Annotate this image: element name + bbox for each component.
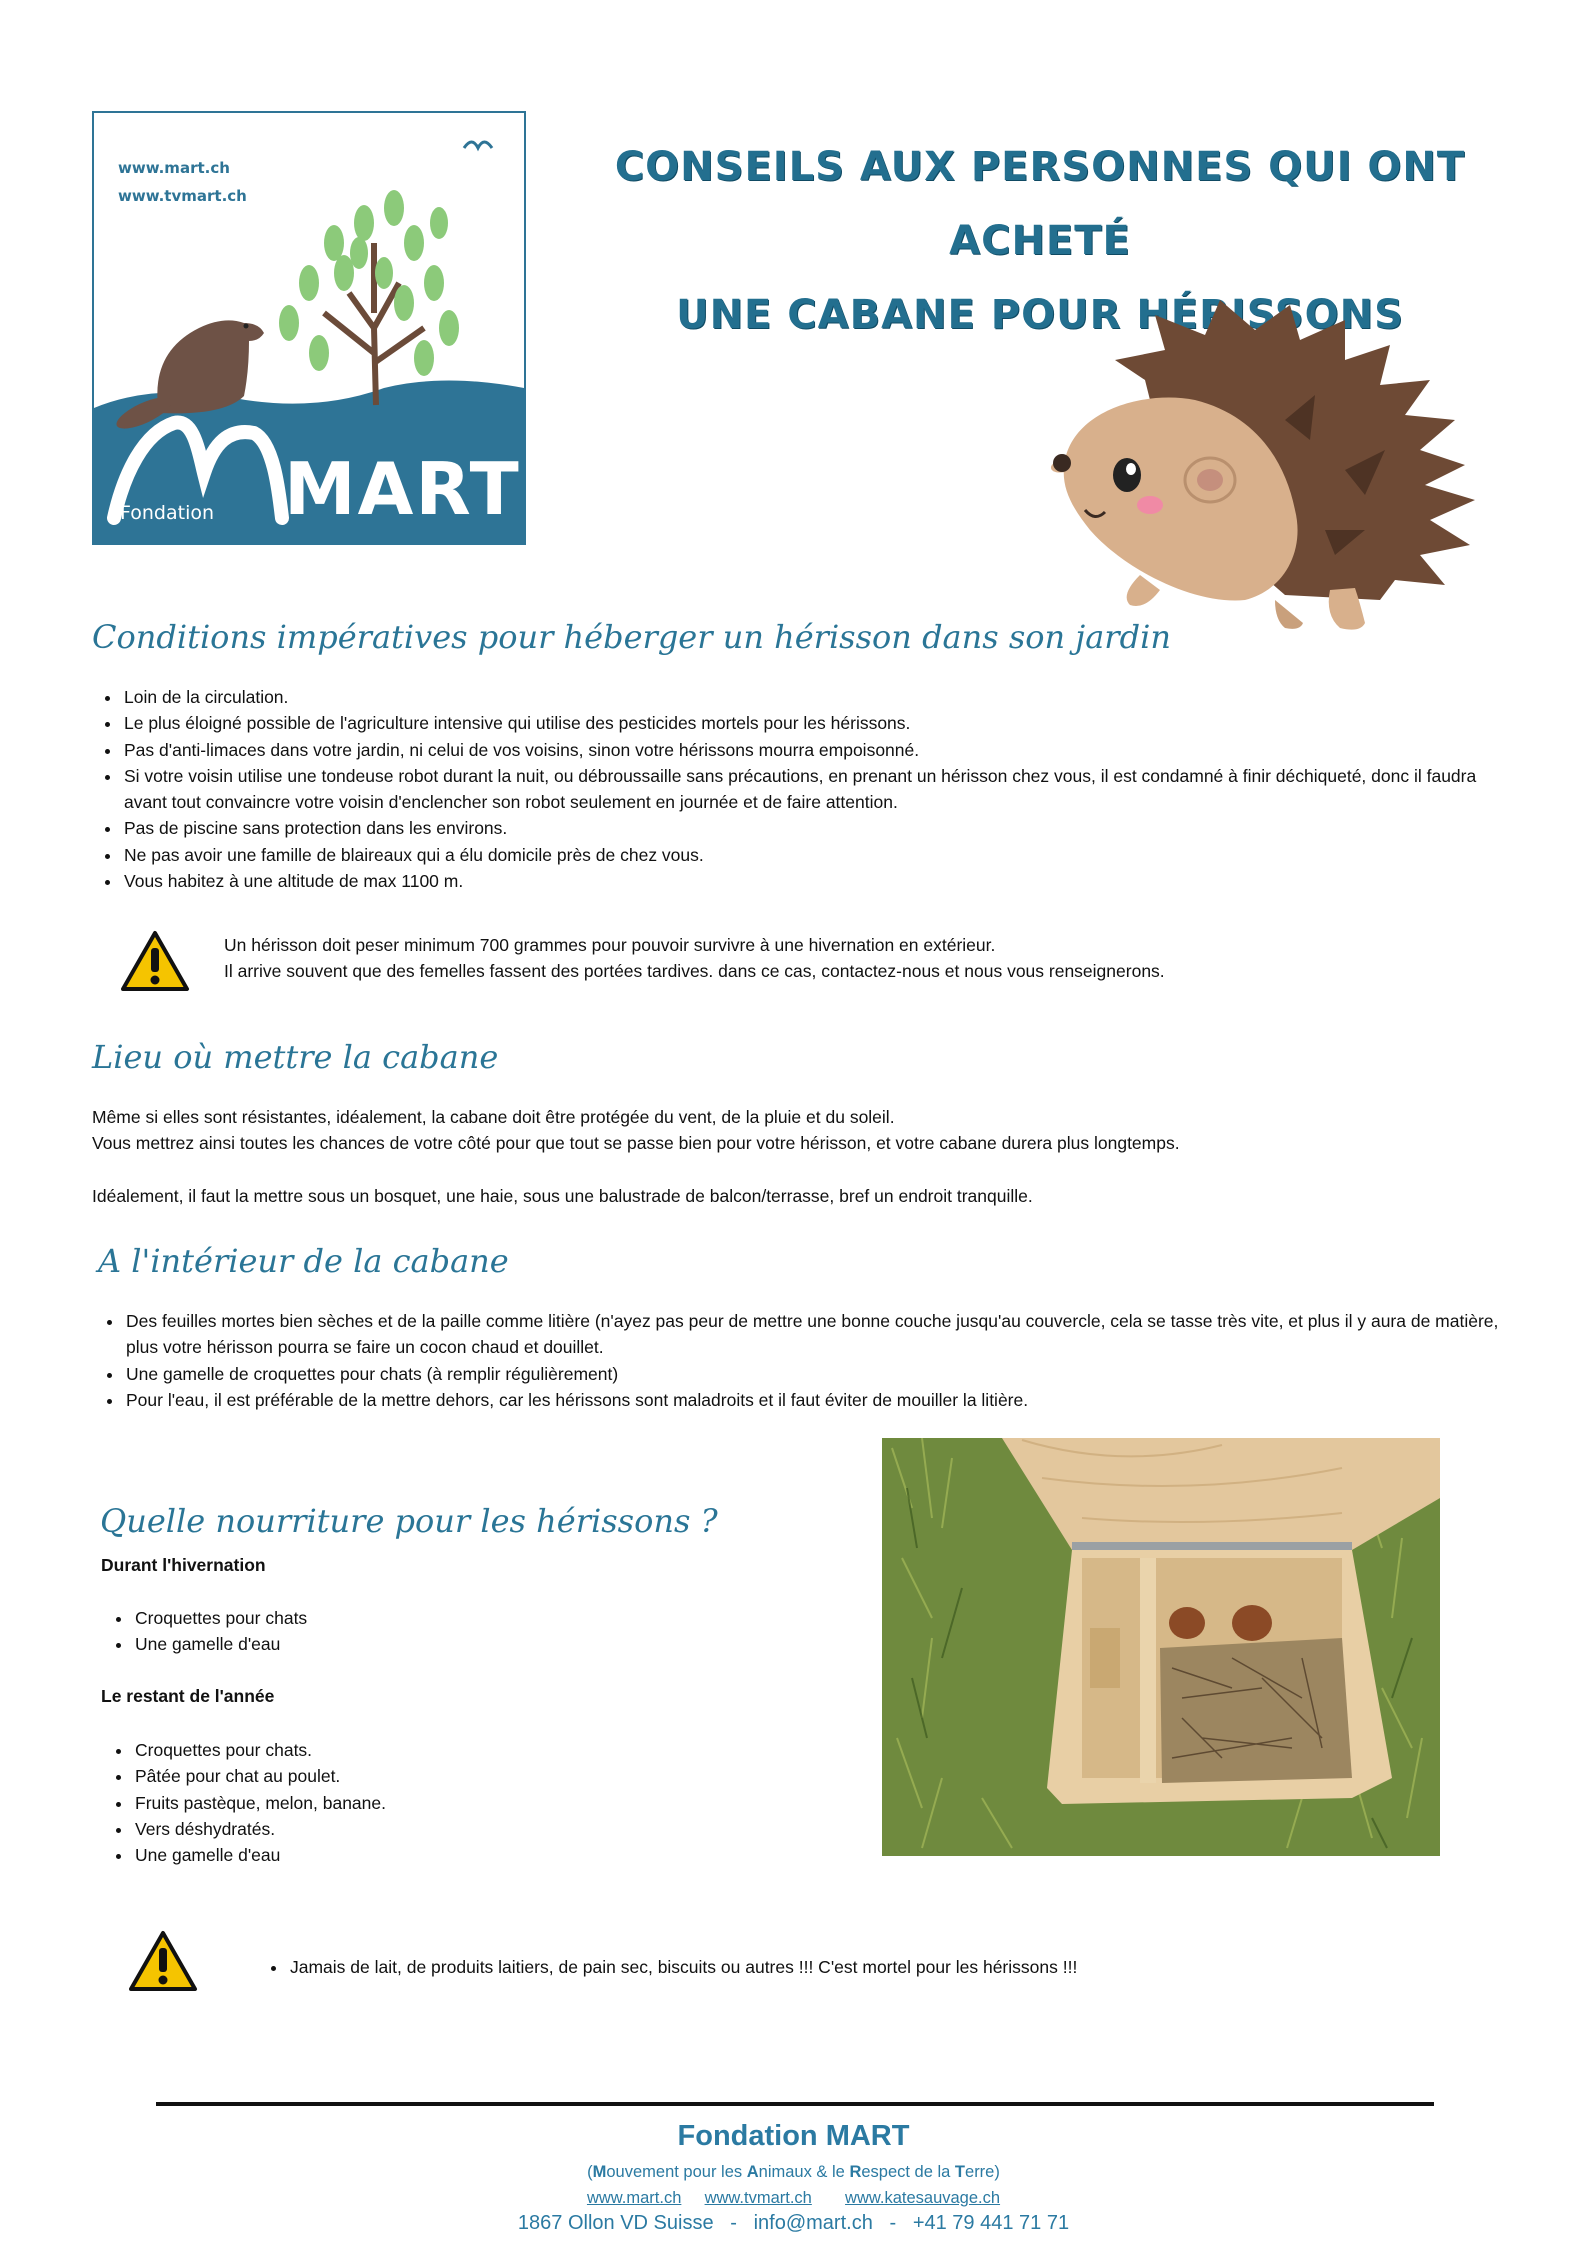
footer-divider (156, 2102, 1434, 2106)
list-item: • Croquettes pour chats. (133, 1737, 603, 1763)
paragraph: Même si elles sont résistantes, idéalement, la cabane doit être protégée du vent, de la pluie et du soleil. (92, 1107, 895, 1127)
conditions-list (92, 684, 1492, 894)
list-item: • Ne pas avoir une famille de blaireaux qui a élu domicile près de chez vous. (122, 842, 1492, 868)
tagline-initial: R (849, 2163, 862, 2181)
link-tvmart[interactable]: www.tvmart.ch (704, 2189, 812, 2207)
subheading-rest-of-year: Le restant de l'année (101, 1686, 275, 1706)
location-text (92, 1104, 1492, 1209)
page-title-line2: UNE CABANE POUR HÉRISSONS (676, 292, 1404, 338)
footer-org-name: Fondation MART (677, 2120, 910, 2152)
list-item: • Le plus éloigné possible de l'agriculture intensive qui utilise des pesticides mortels pour les hérissons. (122, 710, 1492, 736)
tagline-part: erre) (965, 2163, 1000, 2181)
footer-tagline (0, 2163, 1587, 2182)
interior-list (94, 1308, 1514, 1413)
list-item: • Pour l'eau, il est préférable de la mettre dehors, car les hérissons sont maladroits et il faut éviter de mouiller la litière. (124, 1387, 1514, 1413)
section-heading-location: Lieu où mettre la cabane (92, 1038, 499, 1076)
section-heading-conditions: Conditions impératives pour héberger un hérisson dans son jardin (92, 618, 1171, 656)
link-mart[interactable]: www.mart.ch (586, 2189, 682, 2207)
list-item: • Croquettes pour chats (133, 1605, 503, 1631)
tagline-initial: T (954, 2163, 966, 2181)
cabane-photo (882, 1438, 1440, 1856)
tagline-part: ouvement pour les (606, 2163, 747, 2181)
section-heading-food: Quelle nourriture pour les hérissons ? (100, 1502, 718, 1540)
hedgehog-illustration (1045, 300, 1510, 645)
milk-warning (258, 1954, 1458, 1980)
list-item: • Une gamelle d'eau (133, 1631, 503, 1657)
list-item: • Des feuilles mortes bien sèches et de la paille comme litière (n'ayez pas peur de mettre une bonne couche jusqu'au couvercle, cela se tasse très vite, et plus il y aura de matière, plus votre hérisson pourra se faire un cocon chaud et douillet. (124, 1308, 1514, 1361)
warning-icon (120, 930, 190, 992)
logo-url-tvmart: www.tvmart.ch (118, 187, 247, 205)
footer-links (0, 2189, 1587, 2208)
paragraph: Vous mettrez ainsi toutes les chances de votre côté pour que tout se passe bien pour votre hérisson, et votre cabane durera plus longtemps. (92, 1133, 1180, 1154)
list-item: • Vers déshydratés. (133, 1816, 603, 1842)
logo-brand-text: MART (284, 447, 521, 531)
tagline-initial: A (746, 2163, 759, 2181)
list-item: • Vous habitez à une altitude de max 1100 m. (122, 868, 1492, 894)
tagline-initial: M (592, 2163, 607, 2181)
footer-contact: 1867 Ollon VD Suisse - info@mart.ch - +41 79 441 71 71 (517, 2212, 1070, 2234)
warning-line: Un hérisson doit peser minimum 700 grammes pour pouvoir survivre à une hivernation en extérieur. (224, 935, 996, 955)
paragraph: Idéalement, il faut la mettre sous un bosquet, une haie, sous une balustrade de balcon/terrasse, bref un endroit tranquille. (92, 1185, 1033, 1206)
list-item: • Une gamelle d'eau (133, 1842, 603, 1868)
logo-url-mart: www.mart.ch (118, 159, 230, 177)
tagline-part: ( (587, 2163, 593, 2181)
warning-icon (128, 1930, 198, 1992)
list-item: • Pas d'anti-limaces dans votre jardin, ni celui de vos voisins, sinon votre hérissons mourra empoisonné. (122, 737, 1492, 763)
warning-line: Il arrive souvent que des femelles fassent des portées tardives. dans ce cas, contactez-nous et nous vous renseignerons. (224, 961, 1165, 982)
list-item: • Loin de la circulation. (122, 684, 1492, 710)
tagline-part: espect de la (861, 2163, 955, 2181)
subheading-hibernation: Durant l'hivernation (101, 1555, 266, 1575)
logo-fondation-text: Fondation (120, 502, 215, 524)
section-heading-interior: A l'intérieur de la cabane (98, 1242, 509, 1280)
hibernation-food-list (103, 1605, 503, 1658)
list-item: • Si votre voisin utilise une tondeuse robot durant la nuit, ou débroussaille sans précautions, en prenant un hérisson chez vous, il est condamné à finir déchiqueté, donc il faudra avant tout convaincre votre voisin d'enclencher son robot seulement en journée et de faire attention. (122, 763, 1492, 816)
list-item: • Une gamelle de croquettes pour chats (à remplir régulièrement) (124, 1361, 1514, 1387)
weight-warning (224, 932, 1165, 985)
tagline-part: nimaux & le (758, 2163, 850, 2181)
page-title-line1: CONSEILS AUX PERSONNES QUI ONT ACHETÉ (614, 144, 1466, 264)
warning-item: • Jamais de lait, de produits laitiers, de pain sec, biscuits ou autres !!! C'est mortel pour les hérissons !!! (288, 1954, 1458, 1980)
list-item: • Pas de piscine sans protection dans les environs. (122, 815, 1492, 841)
fondation-mart-logo (92, 111, 526, 545)
link-katesauvage[interactable]: www.katesauvage.ch (845, 2189, 1001, 2207)
list-item: • Fruits pastèque, melon, banane. (133, 1790, 603, 1816)
year-food-list (103, 1737, 603, 1868)
list-item: • Pâtée pour chat au poulet. (133, 1763, 603, 1789)
